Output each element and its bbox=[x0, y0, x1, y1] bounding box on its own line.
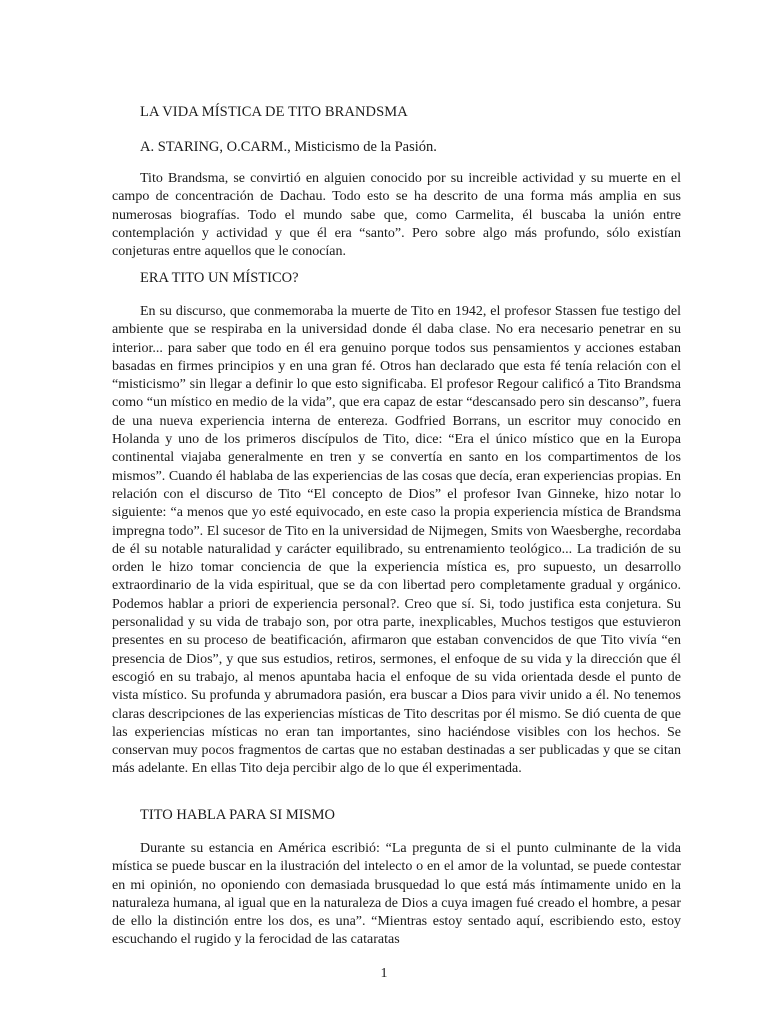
paragraph: Durante su estancia en América escribió: “La pregunta de si el punto culminante de la vida mística se puede buscar en la ilustración del intelecto o en el amor de la voluntad, se puede contestar en mi opinión, no oponiendo con demasiada brusquedad lo que está más íntimamente unido en la naturaleza humana, al igual que en la naturaleza de Dios a cuya imagen fué creado el hombre, a pesar de ello la distinción entre los dos, es una”. “Mientras estoy sentado aquí, escribiendo esto, estoy escuchando el rugido y la ferocidad de las cataratas bbox=[112, 841, 681, 948]
section-heading: ERA TITO UN MÍSTICO? bbox=[140, 270, 299, 286]
paragraph: Tito Brandsma, se convirtió en alguien conocido por su increible actividad y su muerte en el campo de concentración de Dachau. Todo esto se ha descrito de una forma más amplia en sus numerosas biografías. Todo el mundo sabe que, como Carmelita, él buscaba la unión entre contemplación y actividad y que él era “santo”. Pero sobre algo más profundo, sólo existían conjeturas entre aquellos que le conocían. bbox=[112, 171, 681, 260]
document-title: LA VIDA MÍSTICA DE TITO BRANDSMA bbox=[140, 104, 408, 120]
page-number: 1 bbox=[380, 966, 388, 981]
section-heading: TITO HABLA PARA SI MISMO bbox=[140, 807, 335, 823]
author-line: A. STARING, O.CARM., Misticismo de la Pasión. bbox=[140, 139, 437, 155]
paragraph: En su discurso, que conmemoraba la muerte de Tito en 1942, el profesor Stassen fue testigo del ambiente que se respiraba en la universidad donde él daba clase. No era necesario penetrar en su interior... para saber que todo en él era genuino porque todos sus pensamientos y acciones estaban basadas en firmes principios y en una gran fé. Otros han declarado que esta fé tenía relación con el “misticismo” sin llegar a definir lo que esto significaba. El profesor Regour calificó a Tito Brandsma como “un místico en medio de la vida”, que era capaz de estar “descansado pero sin descanso”, fuera de una nueva experiencia interna de entereza. Godfried Borrans, un escritor muy conocido en Holanda y uno de los primeros discípulos de Tito, dice: “Era el único místico que en la Europa continental viajaba generalmente en tren y se convertía en santo en los compartimentos de los mismos”. Cuando él hablaba de las experiencias de las cosas que decía, eran experiencias propias. En relación con el discurso de Tito “El concepto de Dios” el profesor Ivan Ginneke, hizo notar lo siguiente: “a menos que yo esté equivocado, en este caso la propia experiencia mística de Brandsma impregna todo”. El sucesor de Tito en la universidad de Nijmegen, Smits von Waesberghe, recordaba de él su notable naturalidad y carácter equilibrado, su entrenamiento teológico... La tradición de su orden le hizo tomar conciencia de que la experiencia mística es, pro supuesto, un desarrollo extraordinario de la vida espiritual, que se da con libertad pero completamente gradual y orgánico. Podemos hablar a priori de experiencia personal?. Creo que sí. Si, todo justifica esta conjetura. Su personalidad y su vida de trabajo son, por otra parte, inexplicables, Muchos testigos que estuvieron presentes en su proceso de beatificación, afirmaron que estaban convencidos de que Tito vivía “en presencia de Dios”, y que sus estudios, retiros, sermones, el enfoque de su vida y la dirección que él escogió en su trabajo, al menos apuntaba hacia el enfoque de su vida orientada desde el punto de vista místico. Su profunda y abrumadora pasión, era buscar a Dios para vivir unido a él. No tenemos claras descripciones de las experiencias místicas de Tito descritas por él mismo. Se dió cuenta de que las experiencias místicas no eran tan importantes, sino haciéndose visibles con los hechos. Se conservan muy pocos fragmentos de cartas que no estaban destinadas a ser publicadas y que se citan más adelante. En ellas Tito deja percibir algo de lo que él experimentada. bbox=[112, 304, 681, 777]
